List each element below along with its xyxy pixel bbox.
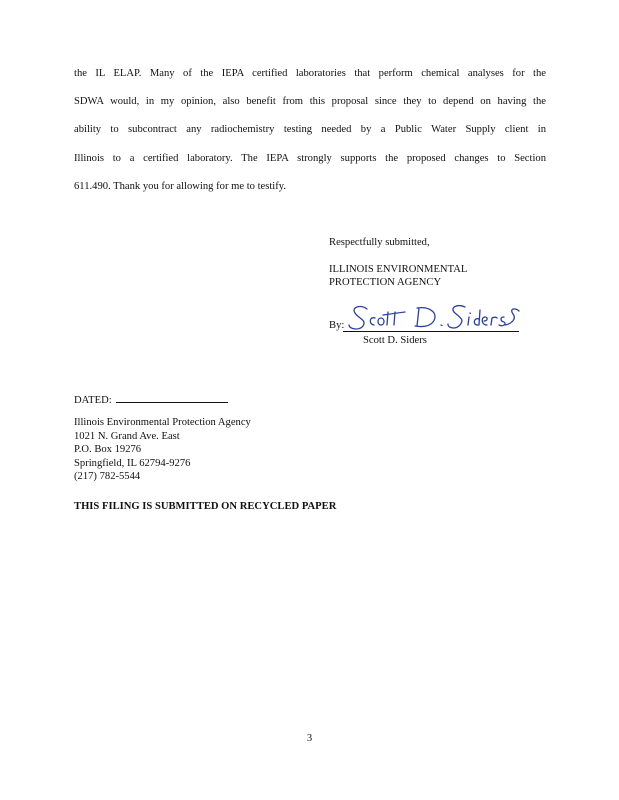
closing-block <box>329 236 529 289</box>
address-line: 1021 N. Grand Ave. East <box>74 430 180 442</box>
address-line: (217) 782-5544 <box>74 471 141 483</box>
body-line: the IL ELAP. Many of the IEPA certified laboratories that perform chemical analyses for the <box>74 68 546 79</box>
signature-line <box>329 300 529 334</box>
agency-address <box>74 416 251 484</box>
agency-name-line: ILLINOIS ENVIRONMENTAL <box>329 264 468 275</box>
recycled-paper-notice: THIS FILING IS SUBMITTED ON RECYCLED PAPER <box>74 501 337 512</box>
dated-blank-line <box>116 392 228 403</box>
by-label: By: <box>329 320 345 331</box>
body-line: SDWA would, in my opinion, also benefit from this proposal since they to depend on having the <box>74 96 546 108</box>
salutation: Respectfully submitted, <box>329 237 430 248</box>
body-line: Illinois to a certified laboratory. The IEPA strongly supports the proposed changes to Section <box>74 152 546 164</box>
dated-field <box>74 392 228 407</box>
address-line: Illinois Environmental Protection Agency <box>74 417 251 428</box>
address-line: P.O. Box 19276 <box>74 444 142 456</box>
body-line: 611.490. Thank you for allowing for me to testify. <box>74 180 287 192</box>
agency-name <box>329 263 529 289</box>
handwritten-signature <box>347 300 523 334</box>
dated-label: DATED: <box>74 395 112 406</box>
signer-name: Scott D. Siders <box>363 335 427 346</box>
body-line: ability to subcontract any radiochemistry testing needed by a Public Water Supply client in <box>74 124 546 136</box>
body-paragraph <box>74 64 546 205</box>
agency-name-line: PROTECTION AGENCY <box>329 277 442 288</box>
page-number: 3 <box>306 733 313 744</box>
address-line: Springfield, IL 62794-9276 <box>74 457 191 469</box>
